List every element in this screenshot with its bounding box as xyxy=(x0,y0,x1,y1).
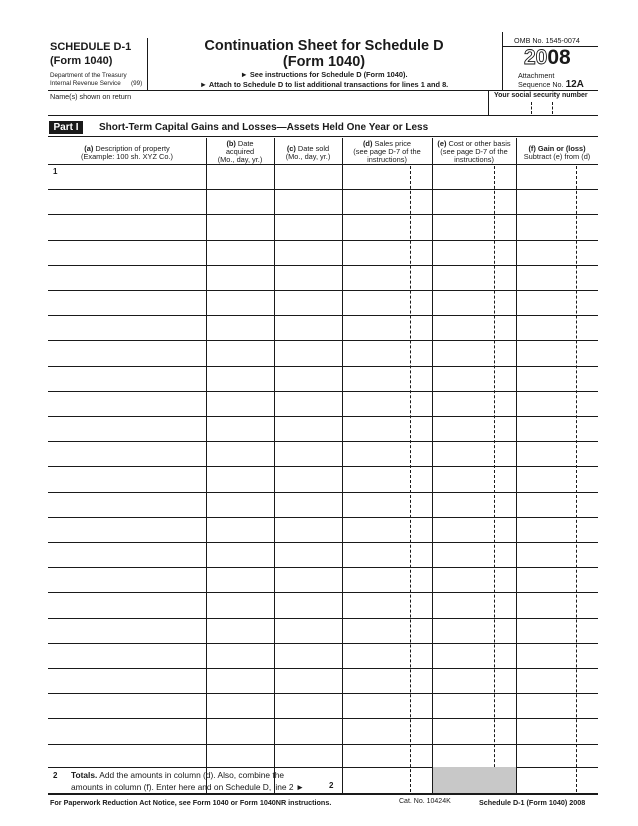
table-cell[interactable] xyxy=(343,241,431,264)
form-title-sub: (Form 1040) xyxy=(282,54,366,70)
table-cell[interactable] xyxy=(343,417,431,440)
table-cell[interactable] xyxy=(433,341,515,364)
form-identifier: Schedule D-1 (Form 1040) 2008 xyxy=(479,798,586,807)
totals-text1: Add the amounts in column (d). Also, combine the xyxy=(97,770,285,780)
table-cell[interactable] xyxy=(275,367,341,390)
table-cell[interactable] xyxy=(49,719,205,742)
table-cell[interactable] xyxy=(433,190,515,213)
column-c-key: (c) xyxy=(286,144,296,153)
table-cell[interactable] xyxy=(517,165,597,188)
table-cell[interactable] xyxy=(517,518,597,541)
column-f-sub: Subtract (e) from (d) xyxy=(523,152,591,161)
table-cell[interactable] xyxy=(433,593,515,616)
table-cell[interactable] xyxy=(207,467,273,490)
column-a-sub: (Example: 100 sh. XYZ Co.) xyxy=(80,152,173,161)
table-cell[interactable] xyxy=(275,165,341,188)
table-cell[interactable] xyxy=(49,341,205,364)
column-d-text: Sales price xyxy=(372,139,412,148)
table-cell[interactable] xyxy=(207,442,273,465)
table-cell[interactable] xyxy=(207,518,273,541)
attach-line: ► Attach to Schedule D to list additional transactions for lines 1 and 8. xyxy=(199,80,449,89)
table-cell[interactable] xyxy=(517,392,597,415)
table-cell[interactable] xyxy=(343,719,431,742)
column-b-sub1: acquired xyxy=(225,147,255,156)
table-cell[interactable] xyxy=(207,694,273,717)
table-cell[interactable] xyxy=(517,467,597,490)
column-a-key: (a) xyxy=(84,144,94,153)
dept-line2: Internal Revenue Service xyxy=(50,80,121,87)
column-d-sub2: instructions) xyxy=(367,155,407,164)
header-divider-right xyxy=(502,32,503,90)
totals-text xyxy=(71,769,336,793)
totals-ref: 2 xyxy=(329,781,334,790)
table-cell[interactable] xyxy=(275,745,341,768)
table-cell[interactable] xyxy=(275,417,341,440)
table-cell[interactable] xyxy=(49,417,205,440)
table-cell[interactable] xyxy=(49,241,205,264)
table-cell[interactable] xyxy=(275,543,341,566)
table-cell[interactable] xyxy=(343,543,431,566)
table-cell[interactable] xyxy=(49,215,205,238)
table-cell[interactable] xyxy=(49,266,205,289)
table-cell[interactable] xyxy=(343,291,431,314)
column-f-heading xyxy=(516,145,598,161)
dept-code: (99) xyxy=(131,80,143,87)
table-cell[interactable] xyxy=(49,543,205,566)
ssn-separator-2 xyxy=(552,102,553,114)
totals-bold: Totals. xyxy=(71,770,98,780)
table-cell[interactable] xyxy=(517,719,597,742)
dept-line1: Department of the Treasury xyxy=(50,72,127,79)
table-cell[interactable] xyxy=(343,593,431,616)
table-cell[interactable] xyxy=(49,190,205,213)
table-cell[interactable] xyxy=(343,745,431,768)
table-cell[interactable] xyxy=(207,745,273,768)
table-cell[interactable] xyxy=(517,669,597,692)
table-cell[interactable] xyxy=(343,568,431,591)
table-cell[interactable] xyxy=(207,165,273,188)
table-cell[interactable] xyxy=(433,467,515,490)
tax-year-bold: 08 xyxy=(547,46,571,69)
column-d-heading xyxy=(342,140,432,164)
column-e-heading xyxy=(432,140,516,164)
table-cell[interactable] xyxy=(433,241,515,264)
table-cell[interactable] xyxy=(275,241,341,264)
column-a-text: Description of property xyxy=(93,144,170,153)
table-cell[interactable] xyxy=(433,669,515,692)
sequence-label: Sequence No. xyxy=(518,80,564,89)
name-label: Name(s) shown on return xyxy=(50,92,132,101)
table-cell[interactable] xyxy=(207,266,273,289)
table-cell[interactable] xyxy=(343,518,431,541)
sequence-row xyxy=(518,79,584,90)
table-cell[interactable] xyxy=(343,619,431,642)
table-cell[interactable] xyxy=(207,568,273,591)
table-cell[interactable] xyxy=(275,719,341,742)
table-cell[interactable] xyxy=(207,291,273,314)
table-cell[interactable] xyxy=(207,719,273,742)
table-cell[interactable] xyxy=(49,442,205,465)
table-cell[interactable] xyxy=(49,367,205,390)
table-cell[interactable] xyxy=(275,467,341,490)
table-cell[interactable] xyxy=(207,619,273,642)
table-cell[interactable] xyxy=(49,316,205,339)
table-cell[interactable] xyxy=(207,669,273,692)
table-cell[interactable] xyxy=(275,316,341,339)
column-b-text: Date xyxy=(235,139,254,148)
table-cell[interactable] xyxy=(207,367,273,390)
table-cell[interactable] xyxy=(433,568,515,591)
column-f-key: (f) xyxy=(528,144,536,153)
table-cell[interactable] xyxy=(207,644,273,667)
table-cell[interactable] xyxy=(49,493,205,516)
table-cell[interactable] xyxy=(275,215,341,238)
table-cell[interactable] xyxy=(275,518,341,541)
table-cell[interactable] xyxy=(343,215,431,238)
column-b-sub2: (Mo., day, yr.) xyxy=(217,155,263,164)
table-cell[interactable] xyxy=(49,291,205,314)
attachment-label: Attachment xyxy=(518,71,555,80)
column-e-sub1: (see page D-7 of the xyxy=(440,147,508,156)
name-bottom-rule xyxy=(48,115,598,116)
column-d-key: (d) xyxy=(362,139,373,148)
table-cell[interactable] xyxy=(275,619,341,642)
schedule-form: (Form 1040) xyxy=(50,55,113,67)
column-c-text: Date sold xyxy=(295,144,330,153)
table-cell[interactable] xyxy=(517,291,597,314)
table-cell[interactable] xyxy=(433,442,515,465)
schedule-id: SCHEDULE D-1 xyxy=(50,41,132,53)
table-cell[interactable] xyxy=(433,266,515,289)
table-cell[interactable] xyxy=(433,518,515,541)
table-cell[interactable] xyxy=(343,266,431,289)
table-cell[interactable] xyxy=(343,644,431,667)
ssn-label: Your social security number xyxy=(494,92,588,99)
table-cell[interactable] xyxy=(275,190,341,213)
table-cell[interactable] xyxy=(517,341,597,364)
table-cell[interactable] xyxy=(49,593,205,616)
table-cell[interactable] xyxy=(49,745,205,768)
table-cell[interactable] xyxy=(433,291,515,314)
table-cell[interactable] xyxy=(433,417,515,440)
ssn-input[interactable] xyxy=(489,100,598,115)
table-cell[interactable] xyxy=(207,190,273,213)
column-f-text: Gain or (loss) xyxy=(535,144,586,153)
table-cell[interactable] xyxy=(433,215,515,238)
table-cell[interactable] xyxy=(433,619,515,642)
table-cell[interactable] xyxy=(49,518,205,541)
table-cell[interactable] xyxy=(343,316,431,339)
table-cell[interactable] xyxy=(275,669,341,692)
table-cell[interactable] xyxy=(207,341,273,364)
table-cell[interactable] xyxy=(343,669,431,692)
column-d-sub1: (see page D-7 of the xyxy=(353,147,421,156)
table-cell[interactable] xyxy=(207,241,273,264)
table-cell[interactable] xyxy=(517,442,597,465)
table-cell[interactable] xyxy=(49,644,205,667)
form-bottom-rule xyxy=(48,793,598,795)
table-cell[interactable] xyxy=(49,568,205,591)
name-input[interactable] xyxy=(48,100,488,115)
table-cell[interactable] xyxy=(517,367,597,390)
table-cell[interactable] xyxy=(275,442,341,465)
table-cell[interactable] xyxy=(275,341,341,364)
part-bottom-rule xyxy=(48,136,598,137)
table-cell[interactable] xyxy=(517,241,597,264)
table-cell[interactable] xyxy=(275,493,341,516)
table-cell[interactable] xyxy=(433,694,515,717)
totals-line-number: 2 xyxy=(53,771,58,780)
totals-text2: amounts in column (f). Enter here and on Schedule D, line 2 ► xyxy=(71,782,305,792)
table-cell[interactable] xyxy=(433,392,515,415)
table-cell[interactable] xyxy=(343,442,431,465)
totals-col-d-input[interactable] xyxy=(343,767,432,793)
table-cell[interactable] xyxy=(517,568,597,591)
table-cell[interactable] xyxy=(343,367,431,390)
table-cell[interactable] xyxy=(517,619,597,642)
table-cell[interactable] xyxy=(343,694,431,717)
instructions-line: ► See instructions for Schedule D (Form 1040). xyxy=(240,70,408,79)
header-bottom-rule xyxy=(48,90,598,91)
table-cell[interactable] xyxy=(207,593,273,616)
table-cell[interactable] xyxy=(517,316,597,339)
column-e-sub2: instructions) xyxy=(454,155,494,164)
table-cell[interactable] xyxy=(207,417,273,440)
table-cell[interactable] xyxy=(207,493,273,516)
table-cell[interactable] xyxy=(517,266,597,289)
form-title: Continuation Sheet for Schedule D xyxy=(204,38,444,54)
part-label: Part I xyxy=(49,121,83,134)
table-cell[interactable] xyxy=(517,593,597,616)
table-cell[interactable] xyxy=(433,543,515,566)
ssn-separator-1 xyxy=(531,102,532,114)
sequence-number: 12A xyxy=(565,79,584,90)
table-cell[interactable] xyxy=(343,493,431,516)
table-cell[interactable] xyxy=(517,190,597,213)
table-cell[interactable] xyxy=(517,644,597,667)
table-cell[interactable] xyxy=(49,619,205,642)
table-cell[interactable] xyxy=(433,316,515,339)
table-cell[interactable] xyxy=(517,417,597,440)
table-cell[interactable] xyxy=(275,291,341,314)
paperwork-notice: For Paperwork Reduction Act Notice, see Form 1040 or Form 1040NR instructions. xyxy=(50,798,332,807)
totals-col-e-shaded xyxy=(433,767,516,793)
table-cell[interactable] xyxy=(343,392,431,415)
table-cell[interactable] xyxy=(207,392,273,415)
table-cell[interactable] xyxy=(433,367,515,390)
column-b-key: (b) xyxy=(226,139,236,148)
column-c-heading xyxy=(274,145,342,161)
table-cell[interactable] xyxy=(207,543,273,566)
table-cell[interactable] xyxy=(517,493,597,516)
column-a-heading xyxy=(48,145,206,161)
table-cell[interactable] xyxy=(49,694,205,717)
table-cell[interactable] xyxy=(433,165,515,188)
table-cell[interactable] xyxy=(433,719,515,742)
table-cell[interactable] xyxy=(49,392,205,415)
table-cell[interactable] xyxy=(275,392,341,415)
table-cell[interactable] xyxy=(433,745,515,768)
table-cell[interactable] xyxy=(49,165,205,188)
table-cell[interactable] xyxy=(433,644,515,667)
table-cell[interactable] xyxy=(275,644,341,667)
table-cell[interactable] xyxy=(207,215,273,238)
table-cell[interactable] xyxy=(517,215,597,238)
column-b-heading xyxy=(206,140,274,164)
table-cell[interactable] xyxy=(275,694,341,717)
line-1-number: 1 xyxy=(53,167,58,176)
table-cell[interactable] xyxy=(517,543,597,566)
table-cell[interactable] xyxy=(343,341,431,364)
table-cell[interactable] xyxy=(275,593,341,616)
table-cell[interactable] xyxy=(433,493,515,516)
table-cell[interactable] xyxy=(49,467,205,490)
column-e-text: Cost or other basis xyxy=(446,139,511,148)
table-cell[interactable] xyxy=(343,190,431,213)
tax-year xyxy=(524,47,571,69)
table-cell[interactable] xyxy=(275,568,341,591)
omb-number: OMB No. 1545-0074 xyxy=(514,36,580,45)
column-c-sub: (Mo., day, yr.) xyxy=(285,152,331,161)
tax-year-light: 20 xyxy=(524,46,548,69)
table-cell[interactable] xyxy=(207,316,273,339)
totals-col-f-input[interactable] xyxy=(517,767,598,793)
column-e-key: (e) xyxy=(437,139,447,148)
cat-number: Cat. No. 10424K xyxy=(399,798,451,805)
table-cell[interactable] xyxy=(49,669,205,692)
table-cell[interactable] xyxy=(517,694,597,717)
part-title: Short-Term Capital Gains and Losses—Assets Held One Year or Less xyxy=(99,122,429,133)
table-cell[interactable] xyxy=(275,266,341,289)
table-cell[interactable] xyxy=(517,745,597,768)
table-cell[interactable] xyxy=(343,467,431,490)
table-cell[interactable] xyxy=(343,165,431,188)
